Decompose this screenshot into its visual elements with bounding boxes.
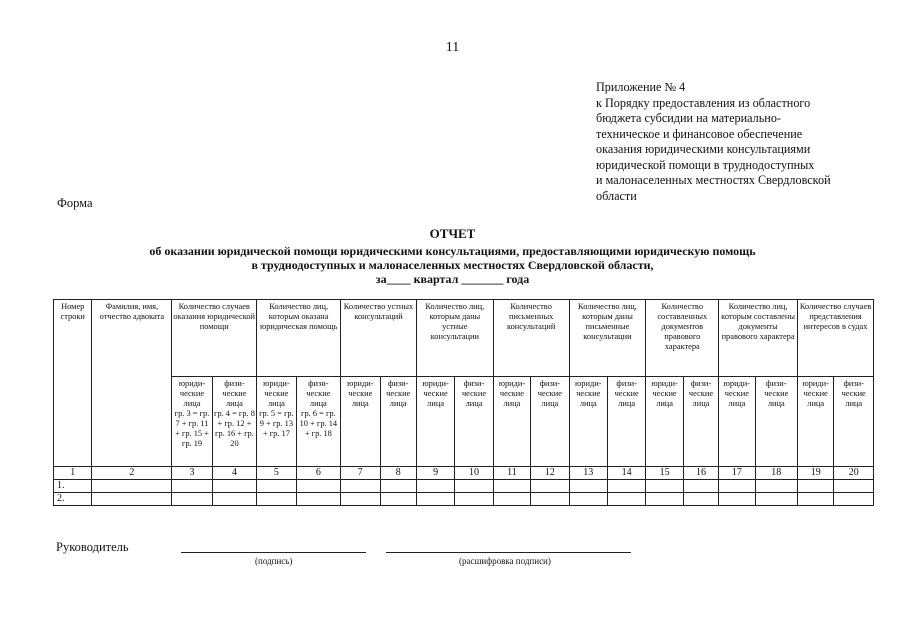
sub-header-phys: физи-ческие лица bbox=[531, 377, 569, 467]
table-cell[interactable] bbox=[798, 480, 834, 493]
table-cell[interactable] bbox=[92, 493, 172, 506]
column-number-row bbox=[54, 467, 874, 480]
group-header: Количество лиц, которым составлены документы правового характера bbox=[719, 300, 798, 377]
table-cell[interactable] bbox=[569, 493, 607, 506]
table-cell[interactable] bbox=[755, 480, 797, 493]
sub-header-legal: юриди-ческие лица bbox=[341, 377, 380, 467]
report-title-block bbox=[0, 226, 905, 286]
column-number: 7 bbox=[341, 467, 380, 480]
sub-header-legal: юриди-ческие лица bbox=[416, 377, 454, 467]
table-row bbox=[54, 480, 874, 493]
column-number: 14 bbox=[607, 467, 645, 480]
table-cell[interactable] bbox=[493, 480, 530, 493]
table-cell[interactable] bbox=[172, 493, 212, 506]
column-number: 10 bbox=[455, 467, 493, 480]
column-number: 3 bbox=[172, 467, 212, 480]
table-cell[interactable] bbox=[380, 480, 416, 493]
col-header-row-number: Номер строки bbox=[54, 300, 92, 467]
column-number: 20 bbox=[834, 467, 874, 480]
appendix-line: техническое и финансовое обеспечение bbox=[596, 126, 803, 141]
sub-header-legal: юриди-ческие лица bbox=[798, 377, 834, 467]
signature-caption: (подпись) bbox=[255, 556, 293, 566]
column-number: 19 bbox=[798, 467, 834, 480]
column-number: 8 bbox=[380, 467, 416, 480]
sub-header-phys: физи-ческие лица bbox=[683, 377, 718, 467]
report-title: ОТЧЕТ bbox=[429, 226, 476, 241]
signature-label: Руководитель bbox=[56, 540, 129, 554]
column-number: 13 bbox=[569, 467, 607, 480]
report-subtitle-1: об оказании юридической помощи юридическими консультациями, предоставляющими юридическую помощь bbox=[149, 244, 756, 258]
table-cell[interactable] bbox=[834, 480, 874, 493]
group-header: Количество случаев представления интересов в судах bbox=[798, 300, 874, 377]
table-cell[interactable] bbox=[380, 493, 416, 506]
table-cell[interactable] bbox=[719, 480, 755, 493]
column-number: 2 bbox=[92, 467, 172, 480]
column-number: 18 bbox=[755, 467, 797, 480]
table-cell[interactable] bbox=[212, 480, 256, 493]
appendix-line: юридической помощи в труднодоступных bbox=[596, 157, 815, 172]
group-header: Количество случаев оказания юридической помощи bbox=[172, 300, 257, 377]
sub-header-phys: физи-ческие лица bbox=[607, 377, 645, 467]
table-cell[interactable] bbox=[755, 493, 797, 506]
table-cell[interactable] bbox=[341, 480, 380, 493]
signature-decode-caption: (расшифровка подписи) bbox=[459, 556, 551, 566]
appendix-block bbox=[596, 80, 831, 204]
table-cell[interactable] bbox=[646, 493, 683, 506]
group-header: Количество устных консультаций bbox=[341, 300, 417, 377]
group-header: Количество лиц, которым даны письменные консультации bbox=[569, 300, 646, 377]
column-number: 5 bbox=[257, 467, 296, 480]
table-cell[interactable] bbox=[569, 480, 607, 493]
table-cell[interactable] bbox=[416, 493, 454, 506]
column-number: 11 bbox=[493, 467, 530, 480]
page-number: 11 bbox=[445, 40, 460, 55]
table-cell[interactable] bbox=[531, 480, 569, 493]
table-cell[interactable] bbox=[607, 480, 645, 493]
col-header-advocate-name: Фамилия, имя, отчество адвоката bbox=[92, 300, 172, 467]
sub-header-legal: юриди-ческие лица bbox=[646, 377, 683, 467]
row-number: 1. bbox=[54, 480, 92, 493]
table-cell[interactable] bbox=[531, 493, 569, 506]
sub-header-phys: физи-ческие лица bbox=[834, 377, 874, 467]
table-cell[interactable] bbox=[92, 480, 172, 493]
table-cell[interactable] bbox=[834, 493, 874, 506]
formula: гр. 5 = гр. 9 + гр. 13 + гр. 17 bbox=[259, 409, 294, 438]
column-number: 1 bbox=[54, 467, 92, 480]
sub-header-legal: юриди-ческие лица bbox=[719, 377, 755, 467]
table-cell[interactable] bbox=[455, 480, 493, 493]
table-cell[interactable] bbox=[257, 480, 296, 493]
column-number: 4 bbox=[212, 467, 256, 480]
appendix-line: оказания юридическими консультациями bbox=[596, 142, 811, 156]
group-header: Количество письменных консультаций bbox=[493, 300, 569, 377]
table-cell[interactable] bbox=[455, 493, 493, 506]
sub-header-phys: физи-ческие лица гр. 6 = гр. 10 + гр. 14 + гр. 18 bbox=[296, 377, 340, 467]
table-cell[interactable] bbox=[683, 493, 718, 506]
form-label: Форма bbox=[57, 196, 93, 210]
formula: гр. 3 = гр. 7 + гр. 11 + гр. 15 + гр. 19 bbox=[174, 409, 210, 448]
report-subtitle-3: за____ квартал _______ года bbox=[375, 272, 530, 286]
column-number: 16 bbox=[683, 467, 718, 480]
table-cell[interactable] bbox=[719, 493, 755, 506]
column-number: 12 bbox=[531, 467, 569, 480]
formula: гр. 4 = гр. 8 + гр. 12 + гр. 16 + гр. 20 bbox=[213, 409, 255, 448]
sub-header-legal: юриди-ческие лица гр. 5 = гр. 9 + гр. 13 + гр. 17 bbox=[257, 377, 296, 467]
table-cell[interactable] bbox=[798, 493, 834, 506]
sub-header-legal: юриди-ческие лица bbox=[569, 377, 607, 467]
table-cell[interactable] bbox=[296, 493, 340, 506]
row-number: 2. bbox=[54, 493, 92, 506]
appendix-line: к Порядку предоставления из областного bbox=[596, 95, 811, 110]
table-cell[interactable] bbox=[416, 480, 454, 493]
table-row bbox=[54, 493, 874, 506]
table-cell[interactable] bbox=[257, 493, 296, 506]
appendix-line: и малонаселенных местностях Свердловской bbox=[596, 173, 831, 187]
table-cell[interactable] bbox=[212, 493, 256, 506]
group-header: Количество составленных документов правового характера bbox=[646, 300, 719, 377]
group-header: Количество лиц, которым даны устные консультации bbox=[416, 300, 493, 377]
group-header: Количество лиц, которым оказана юридическая помощь bbox=[257, 300, 341, 377]
table-cell[interactable] bbox=[341, 493, 380, 506]
signature-decode-line[interactable] bbox=[386, 552, 631, 553]
sub-header-legal: юриди-ческие лица гр. 3 = гр. 7 + гр. 11 + гр. 15 + гр. 19 bbox=[172, 377, 212, 467]
appendix-line: области bbox=[596, 188, 637, 203]
sub-header-phys: физи-ческие лица bbox=[455, 377, 493, 467]
sub-header-phys: физи-ческие лица bbox=[755, 377, 797, 467]
column-number: 6 bbox=[296, 467, 340, 480]
column-number: 9 bbox=[416, 467, 454, 480]
table-cell[interactable] bbox=[493, 493, 530, 506]
table-cell[interactable] bbox=[607, 493, 645, 506]
report-subtitle-2: в труднодоступных и малонаселенных местностях Свердловской области, bbox=[251, 258, 654, 272]
table-cell[interactable] bbox=[172, 480, 212, 493]
column-number: 17 bbox=[719, 467, 755, 480]
column-number: 15 bbox=[646, 467, 683, 480]
report-table bbox=[53, 299, 874, 506]
table-cell[interactable] bbox=[683, 480, 718, 493]
appendix-line: бюджета субсидии на материально- bbox=[596, 111, 781, 125]
formula: гр. 6 = гр. 10 + гр. 14 + гр. 18 bbox=[299, 409, 338, 438]
sub-header-legal: юриди-ческие лица bbox=[493, 377, 530, 467]
table-cell[interactable] bbox=[296, 480, 340, 493]
sub-header-phys: физи-ческие лица bbox=[380, 377, 416, 467]
signature-line[interactable] bbox=[181, 552, 366, 553]
sub-header-phys: физи-ческие лица гр. 4 = гр. 8 + гр. 12 + гр. 16 + гр. 20 bbox=[212, 377, 256, 467]
appendix-line: Приложение № 4 bbox=[596, 80, 686, 94]
table-cell[interactable] bbox=[646, 480, 683, 493]
